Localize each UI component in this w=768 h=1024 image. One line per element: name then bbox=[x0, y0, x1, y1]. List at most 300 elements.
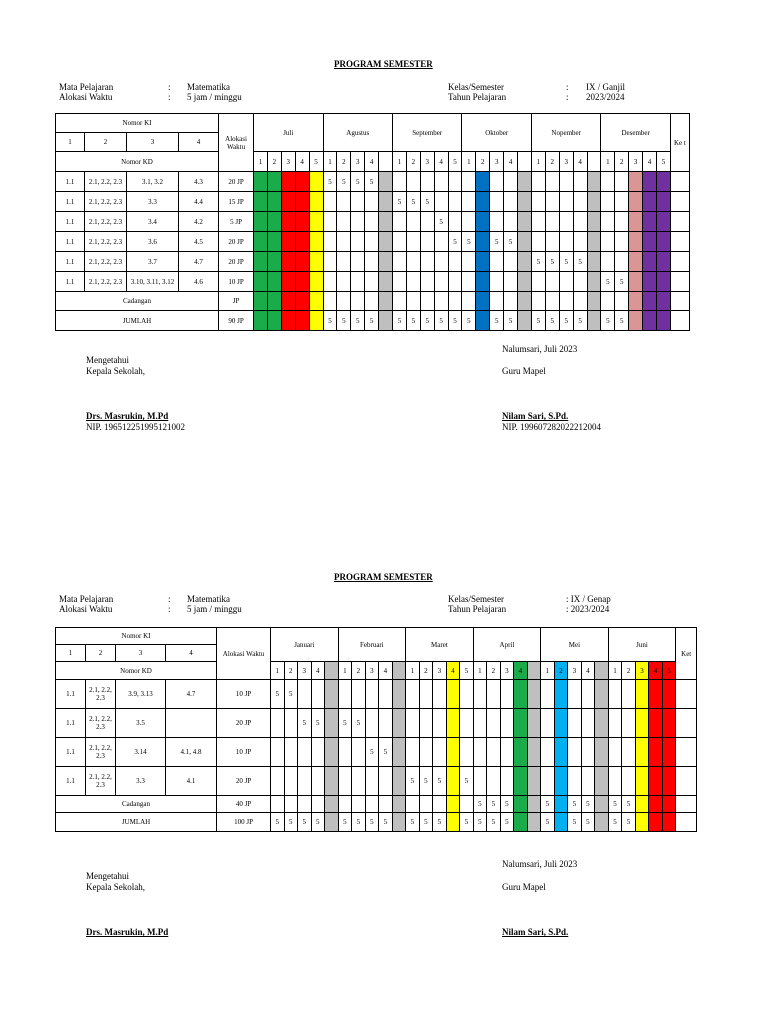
week-cell bbox=[309, 292, 323, 311]
info-sep: : bbox=[168, 92, 171, 102]
week-cell: 5 bbox=[365, 738, 379, 767]
week-cell bbox=[267, 252, 281, 272]
week-cell bbox=[504, 252, 518, 272]
header-week-number: 5 bbox=[662, 662, 676, 680]
week-cell bbox=[545, 292, 559, 311]
signature-left-role: Mengetahui bbox=[86, 871, 129, 881]
week-cell bbox=[448, 192, 462, 212]
week-cell bbox=[649, 767, 663, 796]
alokasi-cell: 20 JP bbox=[219, 232, 254, 252]
kd-cell: 1.1 bbox=[56, 272, 85, 292]
week-cell bbox=[448, 212, 462, 232]
week-cell bbox=[365, 680, 379, 709]
week-cell: 5 bbox=[365, 813, 379, 832]
table-row bbox=[56, 738, 697, 767]
info-kelas-label: Kelas/Semester bbox=[448, 594, 504, 604]
alokasi-cell: 10 JP bbox=[217, 680, 271, 709]
week-cell bbox=[460, 709, 474, 738]
alokasi-cell: 20 JP bbox=[219, 252, 254, 272]
keterangan-cell bbox=[676, 813, 697, 832]
kd-cell: 1.1 bbox=[56, 232, 85, 252]
week-cell: 5 bbox=[504, 311, 518, 331]
week-cell bbox=[554, 738, 568, 767]
week-cell: 5 bbox=[500, 813, 514, 832]
kd-cell: 4.5 bbox=[179, 232, 219, 252]
week-cell bbox=[518, 172, 532, 192]
week-cell bbox=[518, 311, 532, 331]
week-cell bbox=[393, 292, 407, 311]
week-cell bbox=[541, 738, 555, 767]
header-ki-number: 1 bbox=[56, 645, 86, 662]
week-cell bbox=[379, 680, 393, 709]
alokasi-cell: 90 JP bbox=[219, 311, 254, 331]
week-cell bbox=[420, 172, 434, 192]
week-cell bbox=[595, 767, 609, 796]
cadangan-label: Cadangan bbox=[56, 796, 217, 813]
week-cell: 5 bbox=[393, 192, 407, 212]
week-cell bbox=[365, 292, 379, 311]
week-cell bbox=[434, 252, 448, 272]
header-week-number: 4 bbox=[379, 662, 393, 680]
week-cell bbox=[504, 212, 518, 232]
week-cell bbox=[568, 767, 582, 796]
jumlah-label: JUMLAH bbox=[56, 311, 219, 331]
week-cell bbox=[527, 680, 541, 709]
header-month: Mei bbox=[541, 628, 609, 662]
info-kelas-value: : IX / Genap bbox=[566, 594, 611, 604]
keterangan-cell bbox=[676, 680, 697, 709]
week-cell bbox=[487, 767, 501, 796]
week-cell bbox=[337, 192, 351, 212]
keterangan-cell bbox=[676, 738, 697, 767]
header-alokasi-waktu: Alokasi Waktu bbox=[219, 114, 254, 172]
signature-left-role-2: Kepala Sekolah, bbox=[86, 366, 145, 376]
alokasi-cell: 20 JP bbox=[217, 767, 271, 796]
week-cell bbox=[615, 192, 629, 212]
week-cell bbox=[601, 232, 615, 252]
kd-cell: 2.1, 2.2, 2.3 bbox=[85, 192, 127, 212]
week-cell bbox=[615, 232, 629, 252]
week-cell: 5 bbox=[568, 813, 582, 832]
week-cell: 5 bbox=[531, 311, 545, 331]
week-cell bbox=[323, 192, 337, 212]
header-week-number: 4 bbox=[295, 152, 309, 172]
header-ki-number: 4 bbox=[179, 133, 219, 152]
week-cell bbox=[254, 292, 268, 311]
week-cell bbox=[446, 709, 460, 738]
week-cell bbox=[420, 252, 434, 272]
week-cell bbox=[635, 709, 649, 738]
table-row bbox=[56, 232, 690, 252]
week-cell bbox=[267, 232, 281, 252]
week-cell: 5 bbox=[581, 796, 595, 813]
kd-cell: 2.1, 2.2, 2.3 bbox=[85, 172, 127, 192]
semester-table-2 bbox=[55, 627, 697, 832]
week-cell bbox=[622, 680, 636, 709]
week-cell bbox=[476, 172, 490, 192]
header-week-number: 3 bbox=[298, 662, 312, 680]
week-cell bbox=[662, 813, 676, 832]
week-cell bbox=[295, 232, 309, 252]
kd-cell: 1.1 bbox=[56, 212, 85, 232]
week-cell bbox=[662, 767, 676, 796]
week-cell: 5 bbox=[531, 252, 545, 272]
kd-cell: 3.1, 3.2 bbox=[127, 172, 179, 192]
week-cell bbox=[635, 813, 649, 832]
signature-left-name: Drs. Masrukin, M.Pd bbox=[86, 411, 169, 421]
kd-cell: 1.1 bbox=[56, 738, 86, 767]
week-cell bbox=[365, 796, 379, 813]
week-cell bbox=[554, 767, 568, 796]
kd-cell: 1.1 bbox=[56, 767, 86, 796]
week-cell bbox=[595, 813, 609, 832]
week-cell bbox=[460, 738, 474, 767]
kd-cell: 2.1, 2.2, 2.3 bbox=[85, 272, 127, 292]
keterangan-cell bbox=[670, 292, 689, 311]
week-cell bbox=[531, 272, 545, 292]
week-cell bbox=[462, 172, 476, 192]
header-week-number: 4 bbox=[649, 662, 663, 680]
signature-left-name: Drs. Masrukin, M.Pd bbox=[86, 927, 169, 937]
header-week-number: 1 bbox=[271, 662, 285, 680]
week-cell bbox=[311, 767, 325, 796]
week-cell: 5 bbox=[338, 813, 352, 832]
alokasi-cell: 100 JP bbox=[217, 813, 271, 832]
alokasi-cell: 15 JP bbox=[219, 192, 254, 212]
info-kelas-label: Kelas/Semester bbox=[448, 82, 504, 92]
week-cell bbox=[298, 680, 312, 709]
week-cell bbox=[420, 232, 434, 252]
week-cell: 5 bbox=[420, 311, 434, 331]
week-cell bbox=[462, 252, 476, 272]
week-cell bbox=[514, 738, 528, 767]
week-cell bbox=[392, 767, 406, 796]
header-week-number: 2 bbox=[284, 662, 298, 680]
week-cell bbox=[267, 311, 281, 331]
week-cell bbox=[629, 172, 643, 192]
week-cell bbox=[379, 311, 393, 331]
week-cell bbox=[281, 232, 295, 252]
week-cell bbox=[587, 252, 601, 272]
week-cell bbox=[298, 796, 312, 813]
week-cell bbox=[365, 709, 379, 738]
week-cell bbox=[365, 767, 379, 796]
signature-right-role: Guru Mapel bbox=[502, 366, 546, 376]
week-cell bbox=[419, 709, 433, 738]
info-mapel-label: Mata Pelajaran bbox=[59, 594, 114, 604]
alokasi-cell: 20 JP bbox=[217, 709, 271, 738]
kd-cell: 2.1, 2.2, 2.3 bbox=[86, 767, 116, 796]
week-cell bbox=[518, 232, 532, 252]
week-cell bbox=[504, 192, 518, 212]
week-cell: 5 bbox=[271, 680, 285, 709]
week-cell bbox=[434, 172, 448, 192]
week-cell bbox=[541, 709, 555, 738]
week-cell bbox=[531, 172, 545, 192]
keterangan-cell bbox=[670, 192, 689, 212]
week-cell bbox=[446, 796, 460, 813]
week-cell: 5 bbox=[323, 311, 337, 331]
week-cell: 5 bbox=[608, 796, 622, 813]
week-cell: 5 bbox=[406, 192, 420, 212]
kd-cell: 2.1, 2.2, 2.3 bbox=[85, 252, 127, 272]
week-cell bbox=[338, 738, 352, 767]
header-week-number: 1 bbox=[323, 152, 337, 172]
week-cell bbox=[514, 709, 528, 738]
week-cell bbox=[284, 767, 298, 796]
header-week-number: 1 bbox=[608, 662, 622, 680]
week-cell bbox=[601, 212, 615, 232]
week-cell bbox=[365, 192, 379, 212]
header-month: Maret bbox=[406, 628, 474, 662]
week-cell bbox=[643, 272, 657, 292]
keterangan-cell bbox=[670, 272, 689, 292]
week-cell bbox=[629, 232, 643, 252]
week-cell bbox=[393, 272, 407, 292]
header-week-number: 3 bbox=[433, 662, 447, 680]
week-cell bbox=[587, 311, 601, 331]
header-month: Oktober bbox=[462, 114, 532, 152]
week-cell bbox=[406, 212, 420, 232]
week-cell bbox=[573, 292, 587, 311]
header-week-number: 4 bbox=[365, 152, 379, 172]
week-cell bbox=[352, 767, 366, 796]
week-cell bbox=[518, 192, 532, 212]
header-week-number: 2 bbox=[554, 662, 568, 680]
info-alokasi-value: 5 jam / minggu bbox=[187, 604, 242, 614]
week-cell bbox=[476, 212, 490, 232]
header-week-number: 4 bbox=[573, 152, 587, 172]
week-cell bbox=[587, 172, 601, 192]
week-cell bbox=[392, 709, 406, 738]
week-cell bbox=[323, 232, 337, 252]
signature-place-date: Nalumsari, Juli 2023 bbox=[502, 344, 578, 354]
header-ki-number: 4 bbox=[166, 645, 217, 662]
week-cell bbox=[434, 192, 448, 212]
keterangan-cell bbox=[676, 709, 697, 738]
week-cell bbox=[490, 212, 504, 232]
week-cell bbox=[392, 738, 406, 767]
kd-cell: 4.1 bbox=[166, 767, 217, 796]
week-cell bbox=[267, 172, 281, 192]
week-cell bbox=[629, 272, 643, 292]
week-cell bbox=[568, 738, 582, 767]
week-cell bbox=[254, 172, 268, 192]
week-cell: 5 bbox=[351, 311, 365, 331]
kd-cell: 1.1 bbox=[56, 172, 85, 192]
header-week-number: 5 bbox=[656, 152, 670, 172]
week-cell bbox=[490, 192, 504, 212]
header-month: Agustus bbox=[323, 114, 393, 152]
table-row bbox=[56, 709, 697, 738]
header-month: April bbox=[473, 628, 541, 662]
jumlah-row bbox=[56, 311, 690, 331]
week-cell bbox=[514, 796, 528, 813]
week-cell: 5 bbox=[448, 232, 462, 252]
kd-cell: 4.1, 4.8 bbox=[166, 738, 217, 767]
header-week-number: 3 bbox=[351, 152, 365, 172]
week-cell: 5 bbox=[615, 272, 629, 292]
week-cell bbox=[379, 796, 393, 813]
week-cell: 5 bbox=[433, 767, 447, 796]
header-keterangan: Ke t bbox=[670, 114, 689, 172]
header-week-number: 2 bbox=[545, 152, 559, 172]
week-cell bbox=[352, 738, 366, 767]
week-cell bbox=[518, 252, 532, 272]
week-cell bbox=[500, 738, 514, 767]
week-cell: 5 bbox=[419, 767, 433, 796]
week-cell: 5 bbox=[545, 311, 559, 331]
week-cell bbox=[309, 172, 323, 192]
week-cell bbox=[649, 813, 663, 832]
header-week-number: 2 bbox=[622, 662, 636, 680]
header-week-number: 1 bbox=[473, 662, 487, 680]
week-cell bbox=[337, 232, 351, 252]
week-cell bbox=[406, 172, 420, 192]
week-cell bbox=[419, 680, 433, 709]
week-cell bbox=[608, 767, 622, 796]
week-cell bbox=[595, 680, 609, 709]
header-nomor-ki: Nomor KI bbox=[56, 628, 217, 645]
week-cell bbox=[406, 680, 420, 709]
week-cell bbox=[311, 738, 325, 767]
info-sep: : bbox=[566, 92, 569, 102]
week-cell bbox=[554, 796, 568, 813]
week-cell bbox=[271, 738, 285, 767]
header-month: Nopember bbox=[531, 114, 600, 152]
week-cell bbox=[656, 252, 670, 272]
week-cell bbox=[462, 272, 476, 292]
keterangan-cell bbox=[676, 767, 697, 796]
week-cell bbox=[420, 212, 434, 232]
week-cell bbox=[460, 680, 474, 709]
week-cell: 5 bbox=[615, 311, 629, 331]
kd-cell: 3.4 bbox=[127, 212, 179, 232]
week-cell bbox=[573, 172, 587, 192]
week-cell bbox=[393, 252, 407, 272]
week-cell bbox=[379, 272, 393, 292]
header-week-number: 2 bbox=[615, 152, 629, 172]
week-cell bbox=[393, 172, 407, 192]
week-cell: 5 bbox=[559, 252, 573, 272]
week-cell bbox=[271, 767, 285, 796]
header-week-number bbox=[392, 662, 406, 680]
week-cell bbox=[476, 192, 490, 212]
alokasi-cell: 10 JP bbox=[217, 738, 271, 767]
header-week-number: 4 bbox=[504, 152, 518, 172]
info-tahun-value: : 2023/2024 bbox=[566, 604, 610, 614]
week-cell bbox=[338, 767, 352, 796]
week-cell bbox=[323, 252, 337, 272]
week-cell: 5 bbox=[406, 813, 420, 832]
week-cell bbox=[527, 767, 541, 796]
week-cell bbox=[446, 738, 460, 767]
table-row bbox=[56, 192, 690, 212]
info-sep: : bbox=[168, 604, 171, 614]
info-kelas-value: IX / Ganjil bbox=[586, 82, 625, 92]
week-cell bbox=[662, 709, 676, 738]
signature-right-role: Guru Mapel bbox=[502, 882, 546, 892]
header-nomor-kd: Nomor KD bbox=[56, 152, 219, 172]
week-cell: 5 bbox=[338, 709, 352, 738]
alokasi-cell: 10 JP bbox=[219, 272, 254, 292]
week-cell bbox=[500, 680, 514, 709]
week-cell bbox=[298, 767, 312, 796]
week-cell bbox=[254, 272, 268, 292]
week-cell bbox=[351, 192, 365, 212]
header-ki-number: 2 bbox=[86, 645, 116, 662]
week-cell bbox=[500, 709, 514, 738]
header-week-number: 3 bbox=[490, 152, 504, 172]
header-week-number: 5 bbox=[460, 662, 474, 680]
week-cell bbox=[325, 796, 339, 813]
week-cell bbox=[504, 272, 518, 292]
week-cell bbox=[365, 252, 379, 272]
header-week-number: 2 bbox=[267, 152, 281, 172]
header-alokasi-waktu: Alokasi Waktu bbox=[217, 628, 271, 680]
kd-cell: 4.6 bbox=[179, 272, 219, 292]
info-tahun-label: Tahun Pelajaran bbox=[448, 604, 507, 614]
week-cell: 5 bbox=[311, 813, 325, 832]
week-cell bbox=[295, 212, 309, 232]
week-cell bbox=[490, 172, 504, 192]
week-cell bbox=[487, 738, 501, 767]
week-cell bbox=[622, 767, 636, 796]
week-cell bbox=[559, 212, 573, 232]
week-cell: 5 bbox=[351, 172, 365, 192]
week-cell: 5 bbox=[601, 272, 615, 292]
header-week-number bbox=[518, 152, 532, 172]
week-cell bbox=[656, 311, 670, 331]
week-cell bbox=[635, 767, 649, 796]
week-cell: 5 bbox=[487, 796, 501, 813]
header-week-number: 1 bbox=[462, 152, 476, 172]
week-cell bbox=[337, 212, 351, 232]
header-week-number: 3 bbox=[420, 152, 434, 172]
week-cell bbox=[406, 796, 420, 813]
week-cell bbox=[325, 767, 339, 796]
week-cell bbox=[351, 232, 365, 252]
kd-cell: 2.1, 2.2, 2.3 bbox=[85, 232, 127, 252]
week-cell bbox=[379, 709, 393, 738]
week-cell: 5 bbox=[490, 311, 504, 331]
week-cell bbox=[656, 212, 670, 232]
week-cell bbox=[635, 680, 649, 709]
header-week-number: 2 bbox=[487, 662, 501, 680]
table-row bbox=[56, 272, 690, 292]
week-cell: 5 bbox=[434, 212, 448, 232]
header-week-number: 3 bbox=[281, 152, 295, 172]
week-cell: 5 bbox=[559, 311, 573, 331]
cadangan-label: Cadangan bbox=[56, 292, 219, 311]
header-week-number: 1 bbox=[406, 662, 420, 680]
week-cell bbox=[352, 680, 366, 709]
week-cell bbox=[392, 796, 406, 813]
keterangan-cell bbox=[670, 232, 689, 252]
keterangan-cell bbox=[676, 796, 697, 813]
week-cell: 5 bbox=[406, 311, 420, 331]
week-cell bbox=[559, 172, 573, 192]
header-week-number: 3 bbox=[500, 662, 514, 680]
kd-cell: 1.1 bbox=[56, 680, 86, 709]
week-cell bbox=[587, 272, 601, 292]
header-week-number: 4 bbox=[446, 662, 460, 680]
info-mapel-label: Mata Pelajaran bbox=[59, 82, 114, 92]
info-alokasi-label: Alokasi Waktu bbox=[59, 604, 113, 614]
header-month: September bbox=[393, 114, 462, 152]
week-cell bbox=[643, 212, 657, 232]
kd-cell: 2.1, 2.2, 2.3 bbox=[86, 738, 116, 767]
